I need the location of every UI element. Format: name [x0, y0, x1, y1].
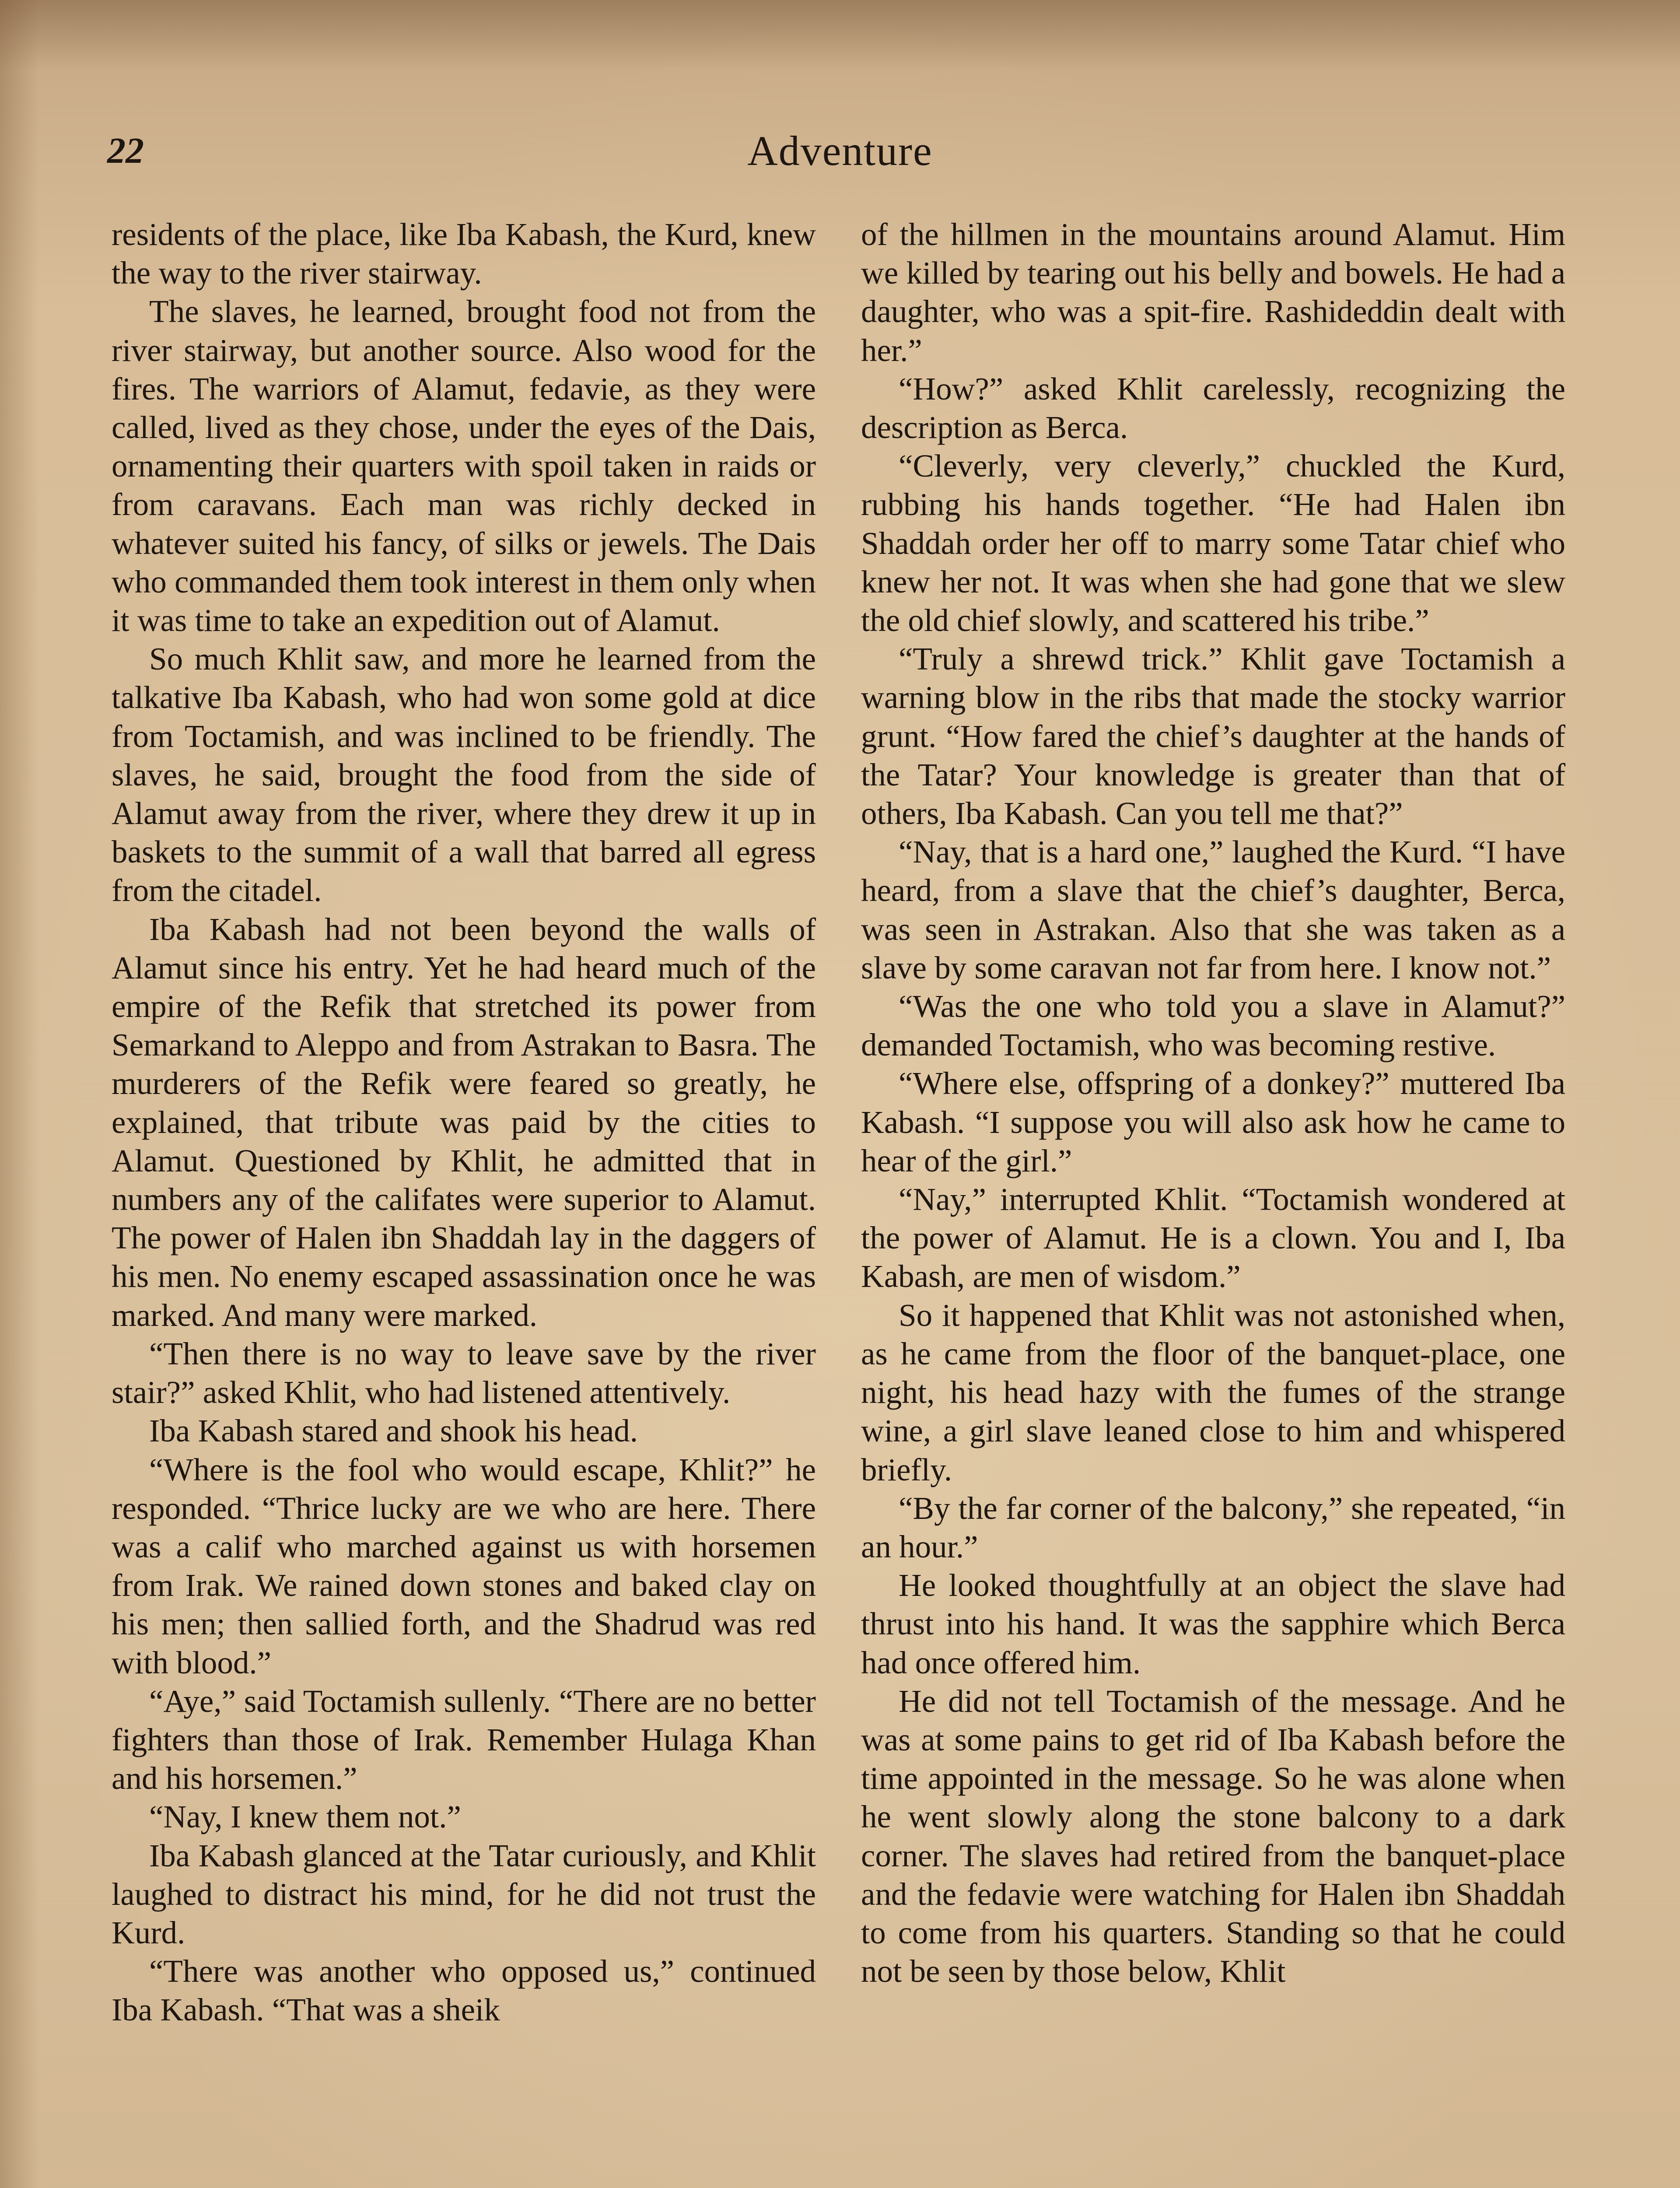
paragraph: Iba Kabash glanced at the Tatar curiously, and Khlit laughed to distract his mind, for he did not trust the Kurd. — [112, 1837, 816, 1950]
paragraph: “How?” asked Khlit carelessly, recognizing the description as Berca. — [861, 371, 1565, 445]
paragraph: “Nay, I knew them not.” — [149, 1799, 461, 1835]
page-shadow-top — [0, 0, 1680, 70]
paragraph: Iba Kabash stared and shook his head. — [149, 1413, 638, 1449]
paragraph: “Aye,” said Toctamish sullenly. “There are no better fighters than those of Irak. Remember Hulaga Khan and his horsemen.” — [112, 1683, 816, 1796]
paragraph: Iba Kabash had not been beyond the walls of Alamut since his entry. Yet he had heard much of the empire of the Refik that stretched its power from Semarkand to Aleppo and from Astrakan to Basra. The murderers of the Refik were feared so greatly, he explained, that tribute was paid by the cities to Alamut. Questioned by Khlit, he admitted that in numbers any of the califates were superior to Alamut. The power of Halen ibn Shaddah lay in the daggers of his men. No enemy escaped assassination once he was marked. And many were marked. — [112, 911, 816, 1333]
paragraph: He looked thoughtfully at an object the slave had thrust into his hand. It was the sapphire which Berca had once offered him. — [861, 1567, 1565, 1680]
running-head: Adventure — [747, 127, 933, 174]
paragraph: “Then there is no way to leave save by the river stair?” asked Khlit, who had listened attentively. — [112, 1336, 816, 1410]
paragraph: “Truly a shrewd trick.” Khlit gave Toctamish a warning blow in the ribs that made the stocky warrior grunt. “How fared the chief’s daughter at the hands of the Tatar? Your knowledge is greater than that of others, Iba Kabash. Can you tell me that?” — [861, 641, 1565, 831]
paragraph: residents of the place, like Iba Kabash, the Kurd, knew the way to the river stairway. — [112, 217, 816, 291]
paragraph: “There was another who opposed us,” continued Iba Kabash. “That was a sheik — [112, 1953, 816, 2028]
paragraph: He did not tell Toctamish of the message. And he was at some pains to get rid of Iba Kabash before the time appointed in the message. So he was alone when he went slowly along the stone balcony to a dark corner. The slaves had retired from the banquet-place and the fedavie were watching for Halen ibn Shaddah to come from his quarters. Standing so that he could not be seen by those below, Khlit — [861, 1683, 1565, 1989]
page-shadow-left — [0, 0, 39, 2188]
paragraph: of the hillmen in the mountains around Alamut. Him we killed by tearing out his belly and bowels. He had a daughter, who was a spit-fire. Rashideddin dealt with her.” — [861, 217, 1565, 368]
page-number: 22 — [107, 130, 144, 171]
paragraph: So it happened that Khlit was not astonished when, as he came from the floor of the banquet-place, one night, his head hazy with the fumes of the strange wine, a girl slave leaned close to him and whispered briefly. — [861, 1297, 1565, 1487]
right-column — [861, 215, 1565, 1991]
paragraph: “Cleverly, very cleverly,” chuckled the Kurd, rubbing his hands together. “He had Halen ibn Shaddah order her off to marry some Tatar chief who knew her not. It was when she had gone that we slew the old chief slowly, and scattered his tribe.” — [861, 448, 1565, 638]
page-header — [107, 120, 1573, 182]
paragraph: So much Khlit saw, and more he learned from the talkative Iba Kabash, who had won some gold at dice from Toctamish, and was inclined to be friendly. The slaves, he said, brought the food from the side of Alamut away from the river, where they drew it up in baskets to the summit of a wall that barred all egress from the citadel. — [112, 641, 816, 908]
left-column — [112, 215, 816, 2030]
paragraph: The slaves, he learned, brought food not from the river stairway, but another source. Also wood for the fires. The warriors of Alamut, fedavie, as they were called, lived as they chose, under the eyes of the Dais, ornamenting their quarters with spoil taken in raids or from caravans. Each man was richly decked in whatever suited his fancy, of silks or jewels. The Dais who commanded them took interest in them only when it was time to take an expedition out of Alamut. — [112, 294, 816, 638]
paragraph: “Nay, that is a hard one,” laughed the Kurd. “I have heard, from a slave that the chief’s daughter, Berca, was seen in Astrakan. Also that she was taken as a slave by some caravan not far from here. I know not.” — [861, 834, 1565, 985]
paragraph: “Was the one who told you a slave in Alamut?” demanded Toctamish, who was becoming restive. — [861, 989, 1565, 1063]
paragraph: “By the far corner of the balcony,” she repeated, “in an hour.” — [861, 1490, 1565, 1564]
paragraph: “Where else, offspring of a donkey?” muttered Iba Kabash. “I suppose you will also ask how he came to hear of the girl.” — [861, 1066, 1565, 1178]
paragraph: “Where is the fool who would escape, Khlit?” he responded. “Thrice lucky are we who are here. There was a calif who marched against us with horsemen from Irak. We rained down stones and baked clay on his men; then sallied forth, and the Shadrud was red with blood.” — [112, 1452, 816, 1680]
paragraph: “Nay,” interrupted Khlit. “Toctamish wondered at the power of Alamut. He is a clown. You and I, Iba Kabash, are men of wisdom.” — [861, 1182, 1565, 1294]
